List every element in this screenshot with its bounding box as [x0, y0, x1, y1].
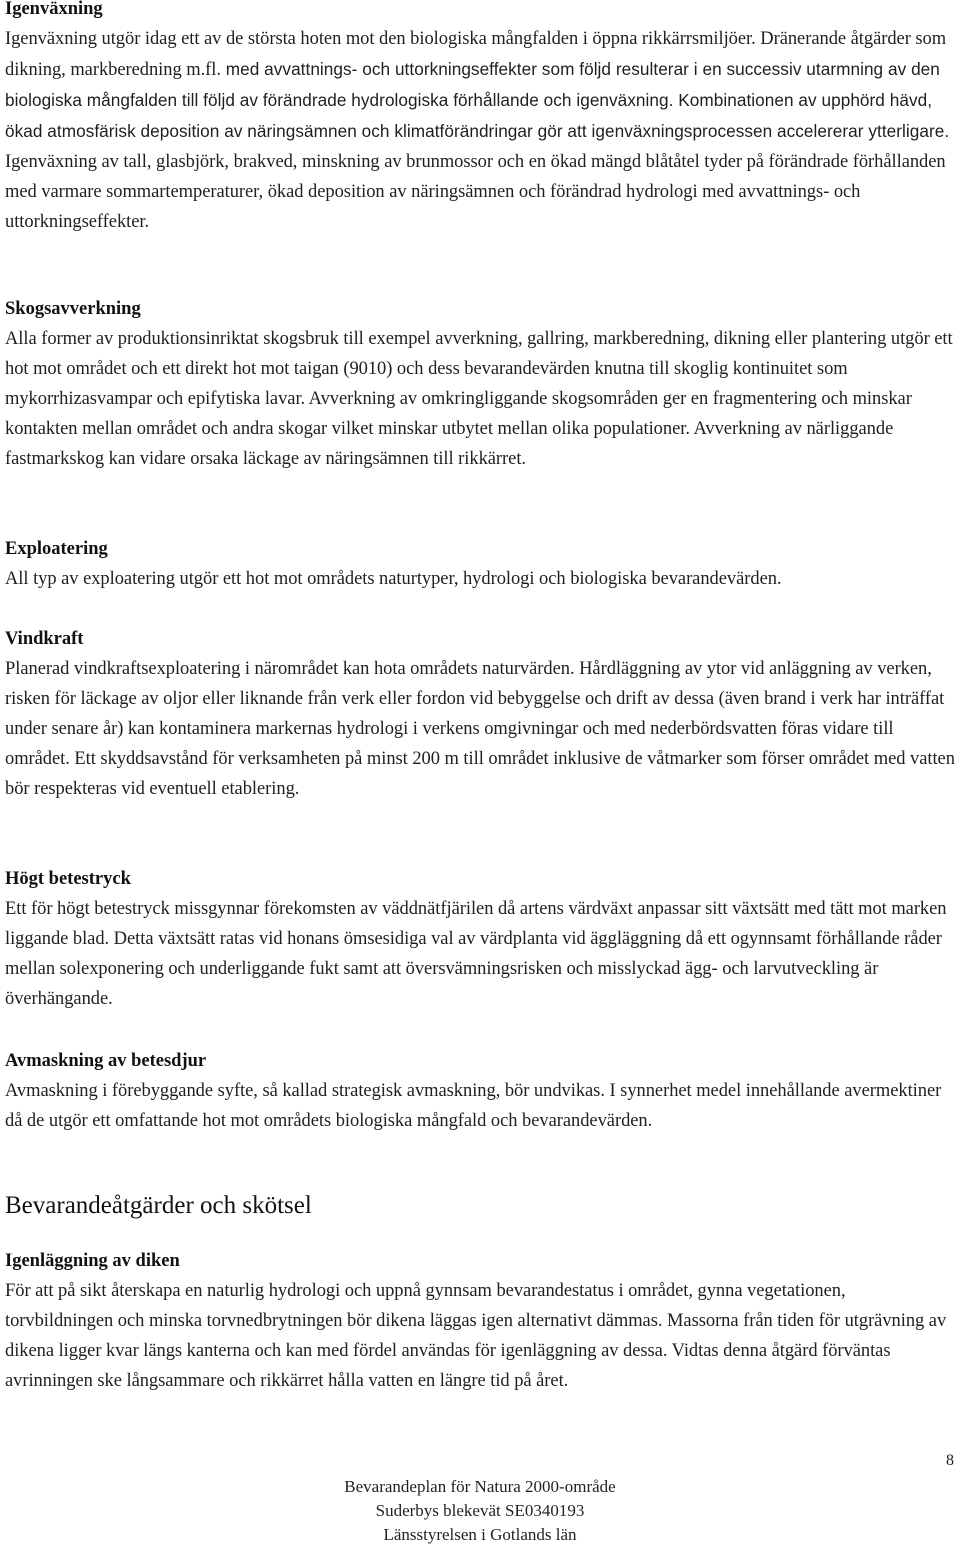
section-heading: Igenväxning [5, 0, 103, 19]
section-body: All typ av exploatering utgör ett hot mot områdets naturtyper, hydrologi och biologiska bevarandevärden. [5, 569, 782, 589]
footer-line: Suderbys blekevät SE0340193 [375, 1501, 585, 1520]
section-body: För att på sikt återskapa en naturlig hydrologi och uppnå gynnsam bevarandestatus i området, gynna vegetationen, torvbildningen och minska torvnedbrytningen bör dikena läggas igen alternativt dämmas. Massorna från tiden för utgrävning av dikena ligger kvar längs kanterna och kan med fördel användas för igenläggning av dessa. Vidtas denna åtgärd förväntas avrinningen ske långsammare och rikkärret hålla vatten en längre tid på året. [5, 1281, 947, 1391]
section-heading: Skogsavverkning [5, 299, 141, 319]
section-heading: Exploatering [5, 539, 108, 559]
section-body: Planerad vindkraftsexploatering i närområdet kan hota områdets naturvärden. Hårdläggning av ytor vid anläggning av verken, risken för läckage av oljor eller liknande från verk eller fordon vid bebyggelse och drift av dessa (även brand i verk har inträffat under senare år) kan kontaminera markernas hydrologi i verkens omgivningar och med nederbördsvatten föras vidare till området. Ett skyddsavstånd för verksamheten på minst 200 m till området inklusive de våtmarker som förser området med vatten bör respekteras vid eventuell etablering. [5, 659, 955, 799]
section-heading: Igenläggning av diken [5, 1251, 180, 1271]
footer-line: Länsstyrelsen i Gotlands län [383, 1525, 577, 1544]
section-igenvaxning [5, 0, 957, 237]
section-body: Avmaskning i förebyggande syfte, så kallad strategisk avmaskning, bör undvikas. I synnerhet medel innehållande avermektiner då de utgör ett omfattande hot mot områdets biologiska mångfald och bevarandevärden. [5, 1081, 942, 1131]
section-skogsavverkning [5, 294, 957, 474]
section-heading: Avmaskning av betesdjur [5, 1051, 207, 1071]
section-heading: Vindkraft [5, 629, 84, 649]
section-avmaskning [5, 1046, 957, 1136]
page-footer [0, 1475, 960, 1547]
body-text-2: med avvattnings- och uttorkningseffekter som följd resulterar i en successiv utarmning av den biologiska mångfalden till följd av förändrade hydrologiska förhållande och igenväxning. Kombinationen av upphörd hävd, ökad atmosfärisk deposition av näringsämnen och klimatförändringar gör att igenväxningsprocessen accelererar ytterligare. [5, 59, 950, 141]
section-igenlaggning [5, 1246, 957, 1396]
section-body: Ett för högt betestryck missgynnar förekomsten av väddnätfjärilen då artens värdväxt anpassar sitt växtsätt med tätt mot marken liggande blad. Detta växtsätt ratas vid honans ömsesidiga val av värdplanta vid äggläggning då ett ogynnsamt förhållande råder mellan solexponering och underliggande fukt samt att översvämningsrisken och misslyckad ägg- och larvutveckling är överhängande. [5, 899, 947, 1009]
body-text-1: Igenväxning utgör idag ett av de största hoten mot den biologiska mångfalden i öppna rikkärrsmiljöer. Dränerande åtgärder som dikning, markberedning m.fl. [5, 29, 947, 80]
section-hogt-betestryck [5, 864, 957, 1014]
chapter-heading: Bevarandeåtgärder och skötsel [5, 1192, 312, 1219]
section-body: Alla former av produktionsinriktat skogsbruk till exempel avverkning, gallring, markberedning, dikning eller plantering utgör ett hot mot området och ett direkt hot mot taigan (9010) och dess bevarandevärden knutna till skoglig kontinuitet som mykorrhizasvampar och epifytiska lavar. Avverkning av omkringliggande skogsområden ger en fragmentering och minskar kontakten mellan området och andra skogar vilket minskar utbytet mellan olika populationer. Avverkning av närliggande fastmarkskog kan vidare orsaka läckage av näringsämnen till rikkärret. [5, 329, 953, 469]
page-number: 8 [946, 1452, 954, 1469]
section-body [5, 24, 957, 237]
section-heading: Högt betestryck [5, 869, 131, 889]
footer-line: Bevarandeplan för Natura 2000-område [344, 1477, 616, 1496]
section-exploatering [5, 534, 957, 594]
body-text-3: Igenväxning av tall, glasbjörk, brakved, minskning av brunmossor och en ökad mängd blåtåtel tyder på förändrade förhållanden med varmare sommartemperaturer, ökad deposition av näringsämnen och förändrad hydrologi med avvattnings- och uttorkningseffekter. [5, 152, 946, 232]
section-vindkraft [5, 624, 957, 804]
